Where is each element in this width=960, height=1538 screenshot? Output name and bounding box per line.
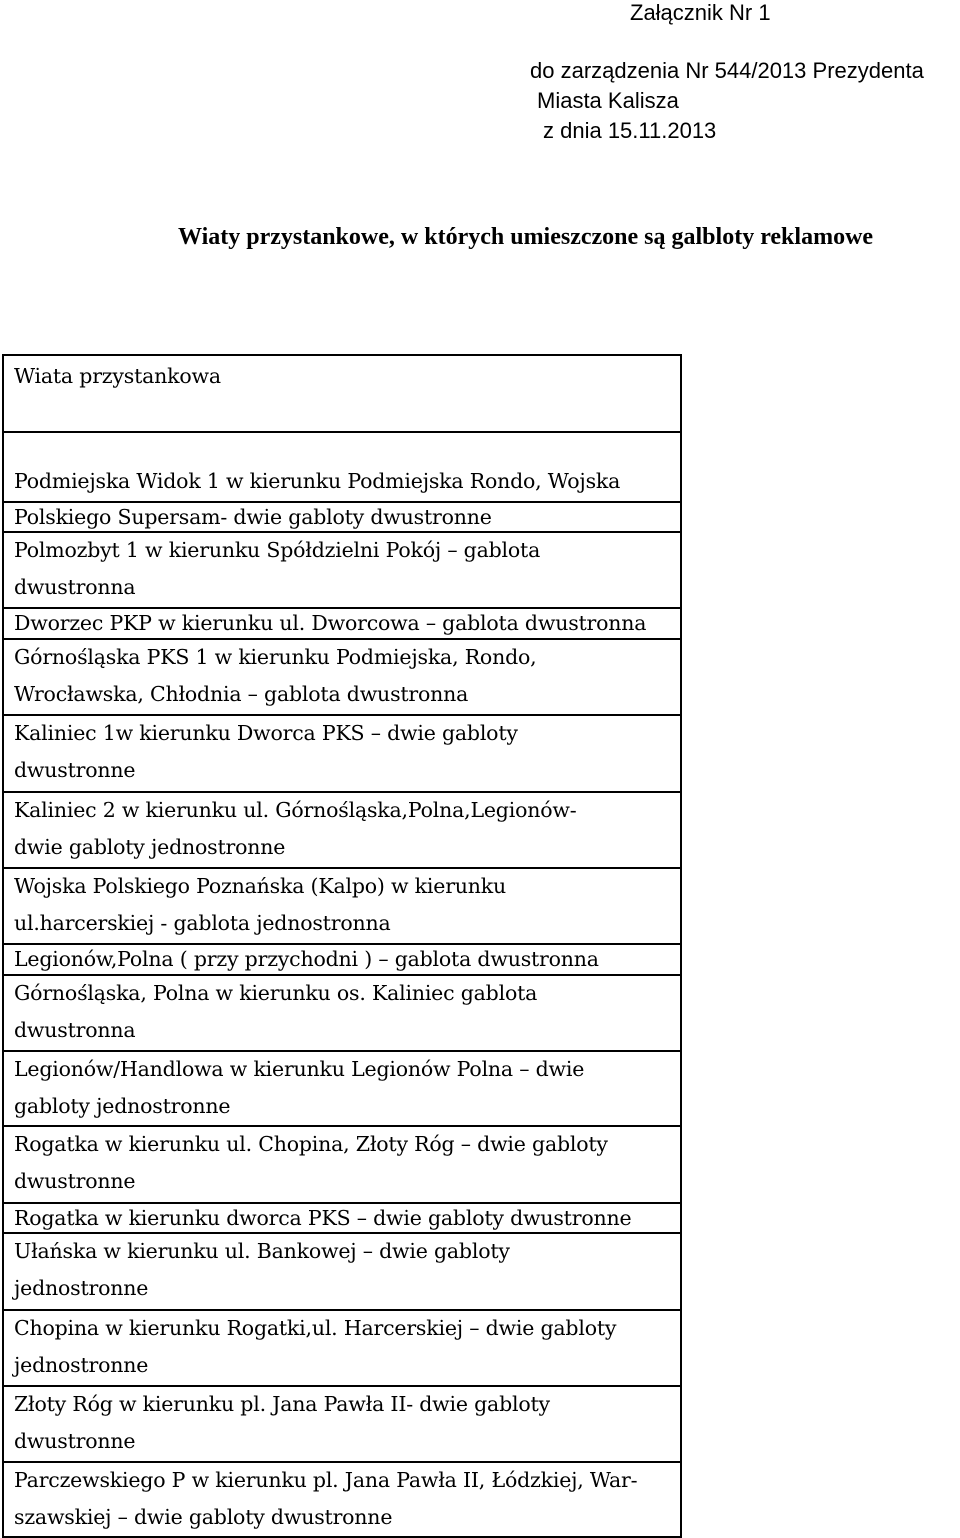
table-row <box>4 640 680 716</box>
table-row-line: gabloty jednostronne <box>14 1094 231 1118</box>
ordinance-reference: do zarządzenia Nr 544/2013 Prezydenta <box>530 58 924 83</box>
table-header-label: Wiata przystankowa <box>14 364 221 388</box>
table-row-line: dwie gabloty jednostronne <box>14 835 286 859</box>
table-row-line: Rogatka w kierunku ul. Chopina, Złoty Róg – dwie gabloty <box>14 1132 608 1156</box>
table-row <box>4 945 680 976</box>
page-title: Wiaty przystankowe, w których umieszczone są galbloty reklamowe <box>178 224 874 250</box>
table-row-line: Polskiego Supersam- dwie gabloty dwustronne <box>14 505 492 529</box>
table-row <box>4 533 680 609</box>
table-row <box>4 1127 680 1204</box>
table-row-line: jednostronne <box>14 1353 149 1377</box>
bus-shelter-table <box>2 354 682 1538</box>
table-row-line: dwustronna <box>14 575 136 599</box>
table-row-line: Kaliniec 1w kierunku Dworca PKS – dwie gabloty <box>14 721 518 745</box>
table-row-line: Podmiejska Widok 1 w kierunku Podmiejska Rondo, Wojska <box>14 469 621 493</box>
table-row <box>4 433 680 503</box>
table-row <box>4 793 680 869</box>
table-row-line: Legionów/Handlowa w kierunku Legionów Polna – dwie <box>14 1057 585 1081</box>
table-row <box>4 1463 680 1536</box>
table-row-line: jednostronne <box>14 1276 149 1300</box>
table-row-line: Kaliniec 2 w kierunku ul. Górnośląska,Polna,Legionów- <box>14 798 577 822</box>
table-row-line: Polmozbyt 1 w kierunku Spółdzielni Pokój – gablota <box>14 538 541 562</box>
table-row-line: Wrocławska, Chłodnia – gablota dwustronna <box>14 682 469 706</box>
table-row-line: Złoty Róg w kierunku pl. Jana Pawła II- dwie gabloty <box>14 1392 550 1416</box>
table-row-line: szawskiej – dwie gabloty dwustronne <box>14 1505 393 1529</box>
table-row-line: ul.harcerskiej - gablota jednostronna <box>14 911 391 935</box>
table-row <box>4 1204 680 1234</box>
table-row-line: dwustronna <box>14 1018 136 1042</box>
table-row-line: Wojska Polskiego Poznańska (Kalpo) w kierunku <box>14 874 507 898</box>
table-row <box>4 503 680 533</box>
table-row-line: Chopina w kierunku Rogatki,ul. Harcerskiej – dwie gabloty <box>14 1316 617 1340</box>
table-row-line: Legionów,Polna ( przy przychodni ) – gablota dwustronna <box>14 947 599 971</box>
table-row <box>4 1052 680 1127</box>
table-row-line: Dworzec PKP w kierunku ul. Dworcowa – gablota dwustronna <box>14 611 647 635</box>
attachment-label: Załącznik Nr 1 <box>630 0 771 25</box>
table-row <box>4 1234 680 1311</box>
table-row-line: Rogatka w kierunku dworca PKS – dwie gabloty dwustronne <box>14 1206 632 1230</box>
table-row <box>4 869 680 945</box>
table-row-line: Górnośląska, Polna w kierunku os. Kaliniec gablota <box>14 981 538 1005</box>
table-row <box>4 716 680 793</box>
table-header-cell <box>4 356 680 433</box>
table-row-line: Ułańska w kierunku ul. Bankowej – dwie gabloty <box>14 1239 510 1263</box>
table-row-line: dwustronne <box>14 758 136 782</box>
table-row <box>4 609 680 640</box>
table-row <box>4 1387 680 1463</box>
table-row <box>4 1311 680 1387</box>
ordinance-date: z dnia 15.11.2013 <box>543 118 717 143</box>
table-row-line: dwustronne <box>14 1169 136 1193</box>
table-row-line: dwustronne <box>14 1429 136 1453</box>
ordinance-city: Miasta Kalisza <box>537 88 679 113</box>
table-row <box>4 976 680 1052</box>
table-row-line: Parczewskiego P w kierunku pl. Jana Pawła II, Łódzkiej, War- <box>14 1468 638 1492</box>
table-row-line: Górnośląska PKS 1 w kierunku Podmiejska, Rondo, <box>14 645 537 669</box>
